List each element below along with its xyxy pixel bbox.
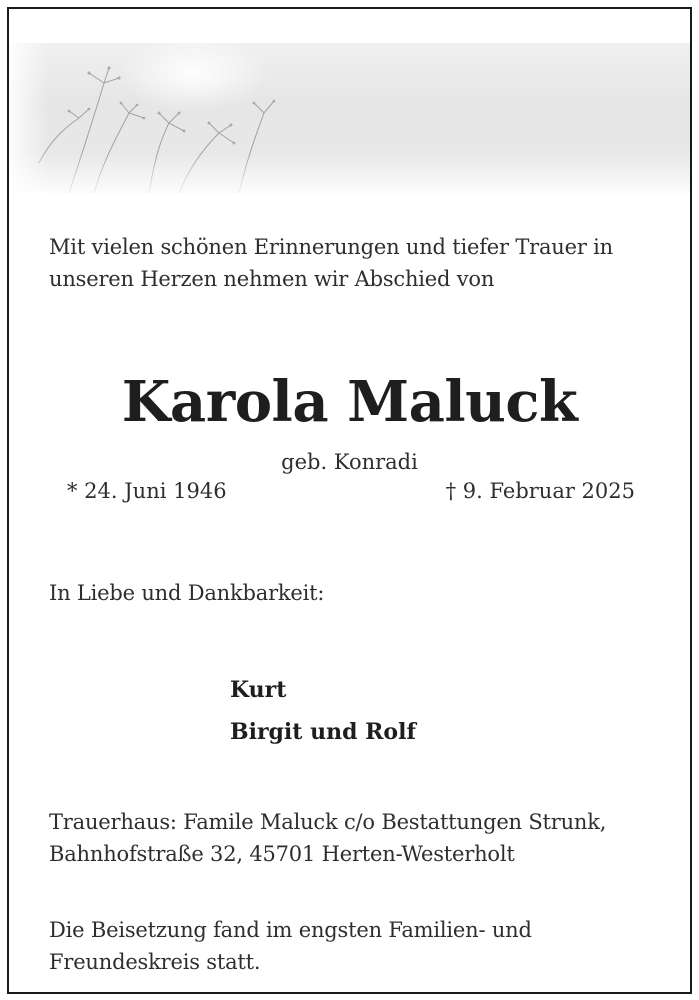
mourning-house-address (49, 806, 649, 870)
burial-line-1: Die Beisetzung fand im engsten Familien- und (49, 918, 532, 942)
deceased-name: Karola Maluck (121, 369, 578, 435)
survivor-name: Kurt (230, 677, 287, 703)
intro-line-1: Mit vielen schönen Erinnerungen und tiefer Trauer in (49, 235, 614, 259)
birth-date: * 24. Juni 1946 (67, 479, 227, 503)
mourning-house-line-2: Bahnhofstraße 32, 45701 Herten-Westerholt (49, 842, 515, 866)
death-date: † 9. Februar 2025 (445, 479, 635, 503)
obituary-card (7, 7, 692, 994)
burial-notice (49, 914, 649, 978)
intro-line-2: unseren Herzen nehmen wir Abschied von (49, 267, 495, 291)
gratitude-line: In Liebe und Dankbarkeit: (49, 581, 325, 605)
mourning-house-line-1: Trauerhaus: Famile Maluck c/o Bestattungen Strunk, (49, 810, 607, 834)
survivors-list (230, 669, 630, 753)
burial-line-2: Freundeskreis statt. (49, 950, 261, 974)
survivor-name: Birgit und Rolf (230, 719, 416, 745)
dried-flowers-photo (9, 43, 690, 193)
maiden-name: geb. Konradi (281, 450, 418, 474)
intro-text (49, 231, 649, 295)
